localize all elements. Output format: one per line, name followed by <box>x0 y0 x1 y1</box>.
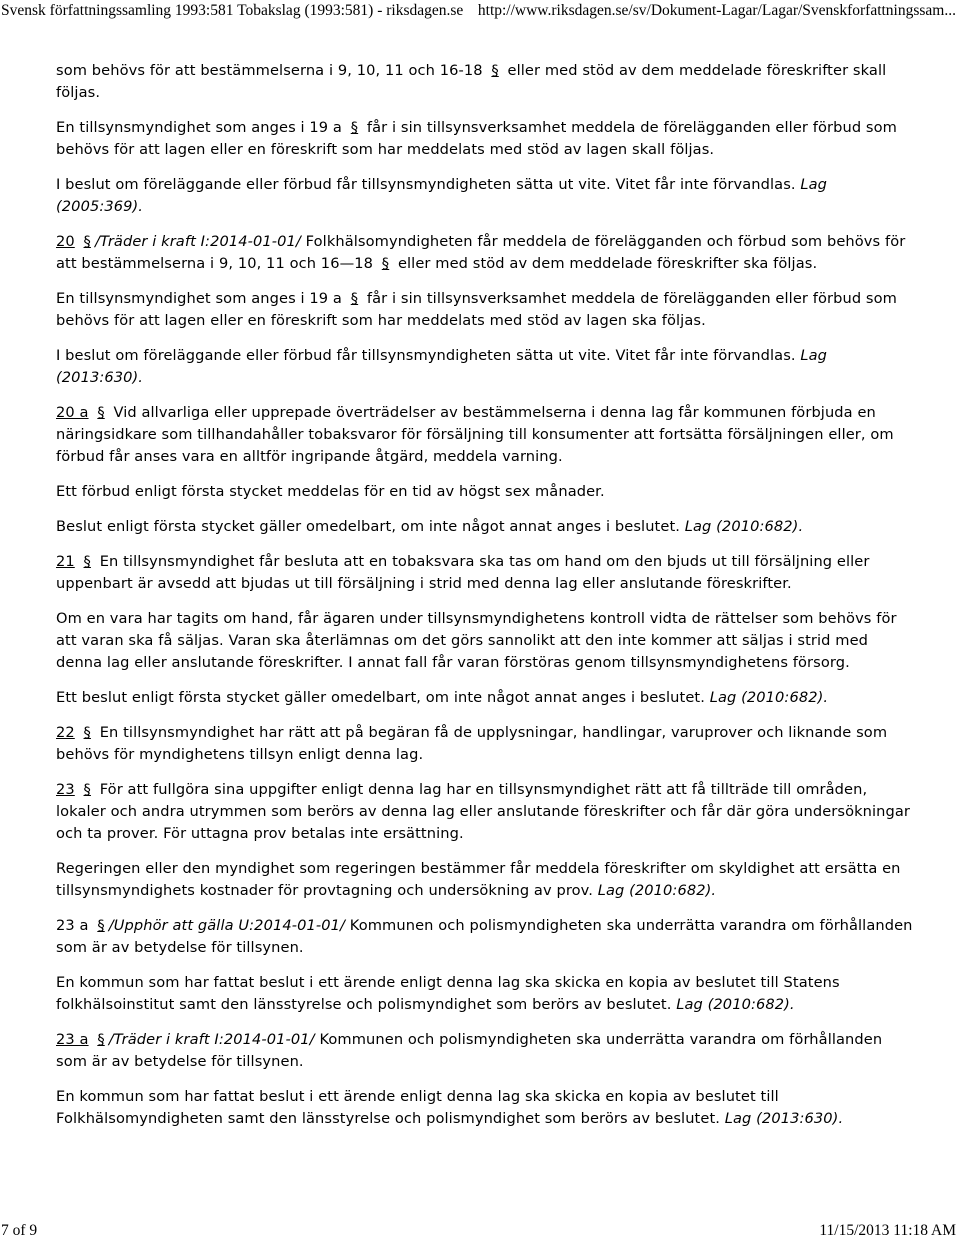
section-sign-link[interactable]: § <box>97 404 105 421</box>
paragraph: I beslut om föreläggande eller förbud får tillsynsmyndigheten sätta ut vite. Vitet får inte förvandlas. Lag (2013:630). <box>56 347 828 386</box>
print-footer <box>0 1222 960 1241</box>
paragraph: Ett förbud enligt första stycket meddelas för en tid av högst sex månader. <box>56 483 605 500</box>
paragraph-section-21: 21 § En tillsynsmyndighet får besluta att en tobaksvara ska tas om hand om den bjuds ut till försäljning eller uppenbart är avsedd att bjudas ut till försäljning i strid med denna lag eller anslutande föreskrifter. <box>56 553 870 592</box>
paragraph: Om en vara har tagits om hand, får ägaren under tillsynsmyndighetens kontroll vidta de rättelser som behövs för att varan ska få säljas. Varan ska återlämnas om det görs sannolikt att den inte kommer att säljas i strid med denna lag eller anslutande föreskrifter. I annat fall får varan förstöras genom tillsynsmyndighetens försorg. <box>56 610 897 671</box>
validity-note: /Upphör att gälla U:2014-01-01/ <box>108 917 346 934</box>
header-url: http://www.riksdagen.se/sv/Dokument-Lagar/Lagar/Svenskforfattningssam... <box>477 2 956 19</box>
header-title: Svensk författningssamling 1993:581 Tobakslag (1993:581) - riksdagen.se <box>1 2 464 19</box>
paragraph-section-22: 22 § En tillsynsmyndighet har rätt att på begäran få de upplysningar, handlingar, varuprover och liknande som behövs för myndighetens tillsyn enligt denna lag. <box>56 724 888 763</box>
page-number: 7 of 9 <box>1 1222 38 1239</box>
law-reference: Lag (2005:369). <box>56 176 828 215</box>
section-sign-link[interactable]: § <box>83 781 91 798</box>
paragraph: En kommun som har fattat beslut i ett ärende enligt denna lag ska skicka en kopia av beslutet till Folkhälsomyndigheten samt den länsstyrelse och polismyndighet som berörs av beslutet. Lag (2013:630). <box>56 1088 844 1127</box>
section-sign-link[interactable]: § <box>83 724 91 741</box>
law-reference: Lag (2010:682). <box>676 996 795 1013</box>
paragraph: Ett beslut enligt första stycket gäller omedelbart, om inte något annat anges i beslutet. Lag (2010:682). <box>56 689 829 706</box>
section-number-link[interactable]: 23 a <box>56 1031 89 1048</box>
law-reference: Lag (2013:630). <box>724 1110 844 1127</box>
section-number-link[interactable]: 20 a <box>56 404 89 421</box>
section-number-link[interactable]: 21 <box>56 553 75 570</box>
section-sign-link[interactable]: § <box>97 1031 105 1048</box>
paragraph-section-23a-new: 23 a § /Träder i kraft I:2014-01-01/ Kommunen och polismyndigheten ska underrätta varandra om förhållanden som är av betydelse för tillsynen. <box>56 1031 883 1070</box>
section-number-link[interactable]: 23 <box>56 781 75 798</box>
paragraph: En tillsynsmyndighet som anges i 19 a § får i sin tillsynsverksamhet meddela de förelägganden eller förbud som behövs för att lagen eller en föreskrift som har meddelats med stöd av lagen ska följas. <box>56 290 897 329</box>
section-sign-link[interactable]: § <box>97 917 105 934</box>
paragraph-section-20: 20 § /Träder i kraft I:2014-01-01/ Folkhälsomyndigheten får meddela de förelägganden och förbud som behövs för att bestämmelserna i 9, 10, 11 och 16—18 § eller med stöd av dem meddelade föreskrifter ska följas. <box>56 231 916 275</box>
law-reference: Lag (2010:682). <box>597 882 717 899</box>
paragraph: Regeringen eller den myndighet som regeringen bestämmer får meddela föreskrifter om skyldighet att ersätta en tillsynsmyndighets kostnader för provtagning och undersökning av prov. Lag (2010:682). <box>56 860 901 899</box>
section-sign-link[interactable]: § <box>381 255 390 272</box>
paragraph-section-20a: 20 a § Vid allvarliga eller upprepade överträdelser av bestämmelserna i denna lag får kommunen förbjuda en näringsidkare som tillhandahåller tobaksvaror för försäljning till konsumenter att fortsätta försäljningen eller, om förbud får anses vara en alltför ingripande åtgärd, meddela varning. <box>56 404 894 465</box>
validity-note: /Träder i kraft I:2014-01-01/ <box>108 1031 315 1048</box>
paragraph: som behövs för att bestämmelserna i 9, 10, 11 och 16-18 § eller med stöd av dem meddelade föreskrifter skall följas. <box>56 62 887 101</box>
paragraph: En kommun som har fattat beslut i ett ärende enligt denna lag ska skicka en kopia av beslutet till Statens folkhälsoinstitut samt den länsstyrelse och polismyndighet som berörs av beslutet. Lag (2010:682). <box>56 974 840 1013</box>
paragraph-section-23: 23 § För att fullgöra sina uppgifter enligt denna lag har en tillsynsmyndighet rätt att få tillträde till områden, lokaler och andra utrymmen som berörs av denna lag eller anslutande föreskrifter och får där göra undersökningar och ta prover. För uttagna prov betalas inte ersättning. <box>56 781 911 842</box>
paragraph: En tillsynsmyndighet som anges i 19 a § får i sin tillsynsverksamhet meddela de förelägganden eller förbud som behövs för att lagen eller en föreskrift som har meddelats med stöd av lagen skall följas. <box>56 119 897 158</box>
paragraph: Beslut enligt första stycket gäller omedelbart, om inte något annat anges i beslutet. Lag (2010:682). <box>56 518 804 535</box>
law-reference: Lag (2010:682). <box>684 518 804 535</box>
section-sign-link[interactable]: § <box>350 290 359 307</box>
paragraph-section-23a-old: 23 a § /Upphör att gälla U:2014-01-01/ Kommunen och polismyndigheten ska underrätta varandra om förhållanden som är av betydelse för tillsynen. <box>56 917 913 956</box>
section-sign-link[interactable]: § <box>83 553 91 570</box>
section-number-link[interactable]: 20 <box>56 233 75 250</box>
section-sign-link[interactable]: § <box>350 119 359 136</box>
section-sign-link[interactable]: § <box>83 233 91 250</box>
print-header <box>0 0 960 22</box>
print-datetime: 11/15/2013 11:18 AM <box>819 1222 956 1239</box>
document-body <box>56 60 916 1130</box>
validity-note: /Träder i kraft I:2014-01-01/ <box>94 233 301 250</box>
section-sign-link[interactable]: § <box>491 62 499 79</box>
law-reference: Lag (2013:630). <box>56 347 828 386</box>
section-number: 23 a <box>56 917 89 934</box>
section-number-link[interactable]: 22 <box>56 724 75 741</box>
law-reference: Lag (2010:682). <box>709 689 829 706</box>
paragraph: I beslut om föreläggande eller förbud får tillsynsmyndigheten sätta ut vite. Vitet får inte förvandlas. Lag (2005:369). <box>56 176 828 215</box>
